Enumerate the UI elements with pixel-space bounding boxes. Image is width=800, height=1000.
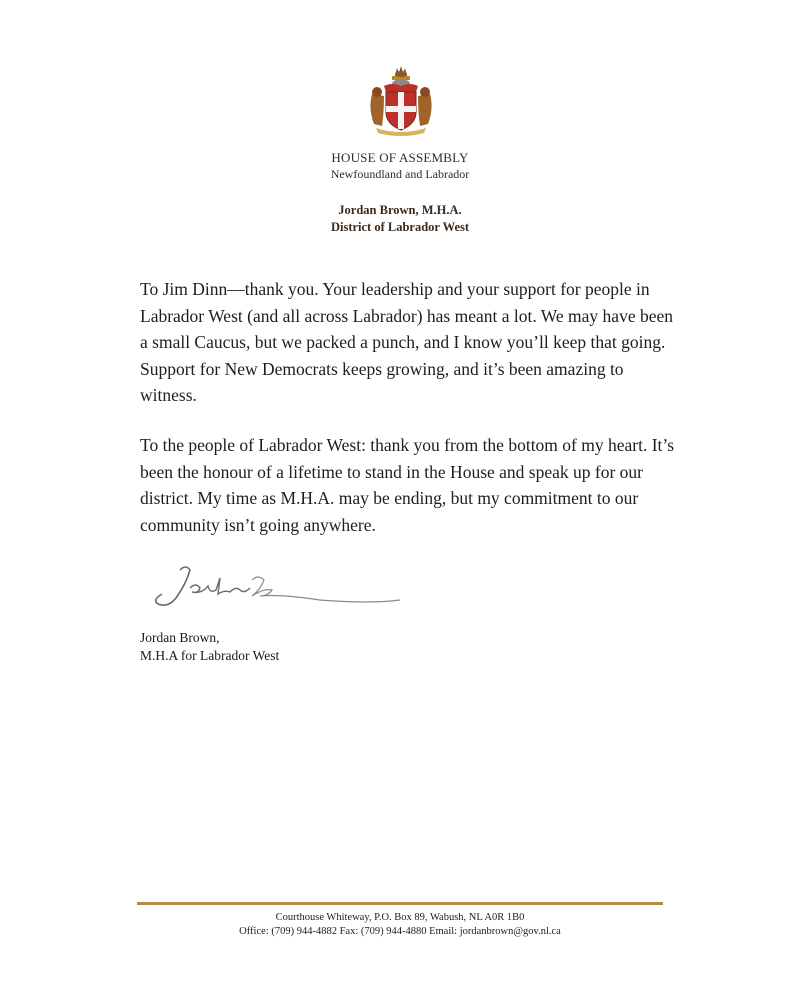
coat-of-arms-icon: [362, 64, 440, 136]
paragraph-thanks-constituents: To the people of Labrador West: thank you from the bottom of my heart. It’s been the honour of a lifetime to stand in the House and speak up for our district. My time as M.H.A. may be ending, but my commitment to our community isn’t going anywhere.: [140, 435, 675, 535]
footer-divider: [137, 902, 663, 905]
paragraph-thanks-leader: To Jim Dinn—thank you. Your leadership and your support for people in Labrador West (and all across Labrador) has meant a lot. We may have been a small Caucus, but we packed a punch, and I know you’ll keep that going. Support for New Democrats keeps growing, and it’s been amazing to witness.: [140, 279, 673, 405]
signer-name: Jordan Brown,: [140, 630, 220, 645]
handwritten-signature: [140, 560, 420, 620]
footer-address: Courthouse Whiteway, P.O. Box 89, Wabush, NL A0R 1B0: [275, 912, 525, 923]
province-name: Newfoundland and Labrador: [330, 167, 470, 181]
district-name: District of Labrador West: [330, 220, 470, 234]
signer-title: M.H.A for Labrador West: [140, 648, 280, 663]
organization-name: HOUSE OF ASSEMBLY: [331, 150, 469, 165]
member-name: Jordan Brown, M.H.A.: [338, 203, 462, 217]
footer-contact: Office: (709) 944-4882 Fax: (709) 944-4880 Email: jordanbrown@gov.nl.ca: [239, 926, 561, 937]
